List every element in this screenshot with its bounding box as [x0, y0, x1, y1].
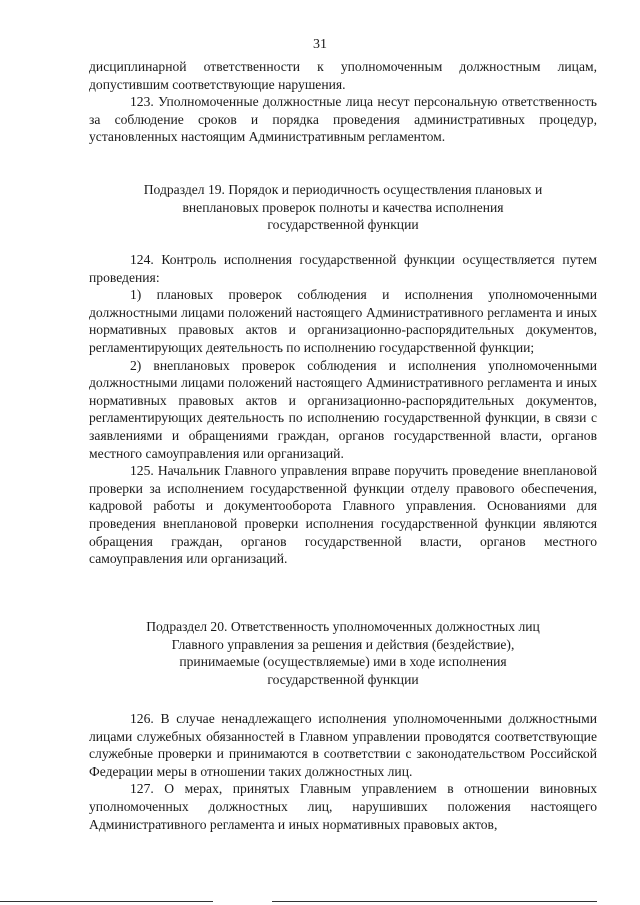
- footer-rule-left: [0, 901, 213, 902]
- heading-line: внеплановых проверок полноты и качества исполнения: [182, 199, 504, 215]
- paragraph-124-item-2: 2) внеплановых проверок соблюдения и исполнения уполномоченными должностными лицами положений настоящего Административного регламента и иных нормативных правовых актов и организационно-распорядительных документов, регламентирующих деятельность по исполнению государственной функции, в связи с заявлениями и обращениями граждан, органов государственной власти, органов местного самоуправления или организаций.: [89, 357, 597, 461]
- paragraph-124-item-1: 1) плановых проверок соблюдения и исполнения уполномоченными должностными лицами положений настоящего Административного регламента и иных нормативных правовых актов и организационно-распорядительных документов, регламентирующих деятельность по исполнению государственной функции;: [89, 287, 597, 355]
- heading-line: Главного управления за решения и действия (бездействие),: [171, 636, 515, 652]
- heading-subsection-19: [89, 181, 597, 234]
- heading-line: Подраздел 19. Порядок и периодичность осуществления плановых и: [143, 182, 543, 197]
- heading-line: принимаемые (осуществляемые) ими в ходе исполнения: [179, 654, 507, 670]
- text-block-1: [89, 58, 597, 146]
- heading-line: Подраздел 20. Ответственность уполномоченных должностных лиц: [146, 619, 540, 634]
- paragraph-127: 127. О мерах, принятых Главным управлением в отношении виновных уполномоченных должностных лиц, нарушивших положения настоящего Административного регламента и иных нормативных правовых актов,: [89, 781, 597, 832]
- paragraph-124: 124. Контроль исполнения государственной функции осуществляется путем проведения:: [89, 252, 597, 285]
- text-block-2: [89, 251, 597, 568]
- heading-line: государственной функции: [267, 671, 419, 687]
- heading-line: государственной функции: [267, 217, 419, 233]
- paragraph-125: 125. Начальник Главного управления вправе поручить проведение внеплановой проверки за исполнением государственной функции отделу правового обеспечения, кадровой работы и документооборота Главного управления. Основаниями для проведения внеплановой проверки исполнения государственной функции являются обращения граждан, органов государственной власти, органов местного самоуправления или организаций.: [89, 463, 597, 567]
- heading-subsection-20: [89, 618, 597, 688]
- footer-rule-right: [272, 901, 597, 902]
- page-number: 31: [313, 37, 327, 52]
- text-block-3: [89, 710, 597, 833]
- paragraph-123: 123. Уполномоченные должностные лица несут персональную ответственность за соблюдение сроков и порядка проведения административных процедур, установленных настоящим Административным регламентом.: [89, 94, 597, 145]
- paragraph-126: 126. В случае ненадлежащего исполнения уполномоченными должностными лицами служебных обязанностей в Главном управлении проводятся соответствующие служебные проверки и принимаются в соответствии с законодательством Российской Федерации меры в отношении таких должностных лиц.: [89, 711, 597, 779]
- paragraph-continuation: дисциплинарной ответственности к уполномоченным должностным лицам, допустившим соответствующие нарушения.: [89, 59, 597, 92]
